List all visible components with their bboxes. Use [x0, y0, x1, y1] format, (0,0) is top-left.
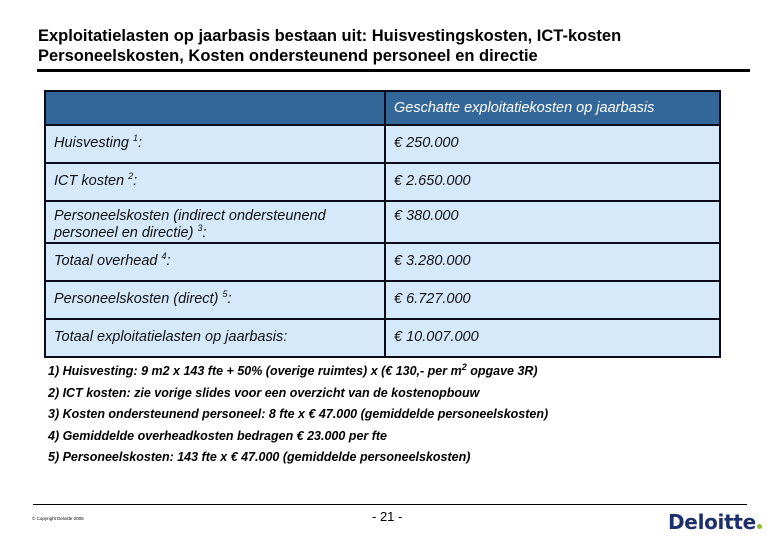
logo-dot-icon: [757, 524, 762, 529]
row-value: € 250.000: [385, 125, 720, 163]
footnote-ref: 4: [161, 251, 167, 262]
table-row: [45, 163, 720, 201]
footnote-ref: 3: [197, 223, 203, 234]
table-row: [45, 281, 720, 319]
table-header-row: [45, 91, 720, 125]
slide-title-line-1: Exploitatielasten op jaarbasis bestaan uit: Huisvestingskosten, ICT-kosten: [38, 27, 622, 45]
row-value: € 380.000: [385, 201, 720, 243]
cost-table: [44, 90, 721, 358]
footnote-3: 3) Kosten ondersteunend personeel: 8 fte x € 47.000 (gemiddelde personeelskosten): [48, 407, 549, 421]
row-value: € 2.650.000: [385, 163, 720, 201]
slide-title-line-2: Personeelskosten, Kosten ondersteunend personeel en directie: [38, 47, 538, 65]
header-label-cell: [45, 91, 385, 125]
row-value: € 3.280.000: [385, 243, 720, 281]
footnote-ref: 1: [132, 133, 138, 144]
footnote-1: 1) Huisvesting: 9 m2 x 143 fte + 50% (overige ruimtes) x (€ 130,- per $m^2$ opgave 3R): [48, 361, 538, 378]
footnote-ref: 5: [222, 289, 228, 300]
footer-divider: [33, 504, 747, 505]
row-value: € 6.727.000: [385, 281, 720, 319]
row-label: Totaal exploitatielasten op jaarbasis:: [45, 319, 385, 357]
footnote-4: 4) Gemiddelde overheadkosten bedragen € 23.000 per fte: [48, 428, 388, 443]
row-label: Personeelskosten (direct) $^5$:: [45, 281, 385, 319]
row-label: Totaal overhead $^4$:: [45, 243, 385, 281]
table-row: [45, 319, 720, 357]
row-label: Huisvesting $^1$:: [45, 125, 385, 163]
slide-title: [38, 26, 750, 66]
table-row: [45, 125, 720, 163]
header-value-cell: Geschatte exploitatiekosten op jaarbasis: [385, 91, 720, 125]
row-value: € 10.007.000: [385, 319, 720, 357]
page-number: - 21 -: [372, 509, 403, 524]
logo-text: Deloitte: [668, 510, 756, 534]
row-label: Personeelskosten (indirect ondersteunend personeel en directie) $^3$:: [45, 201, 385, 243]
title-underline: [37, 69, 750, 72]
table-row: [45, 243, 720, 281]
footnote-2: 2) ICT kosten: zie vorige slides voor een overzicht van de kostenopbouw: [48, 385, 480, 400]
footnotes: [48, 361, 668, 469]
footnote-ref: 2: [128, 171, 134, 182]
copyright-text: © Copyright Deloitte 2005: [32, 516, 84, 521]
footnote-5: 5) Personeelskosten: 143 fte x € 47.000 (gemiddelde personeelskosten): [48, 450, 471, 464]
deloitte-logo: [668, 510, 762, 534]
row-label: ICT kosten $^2$:: [45, 163, 385, 201]
table-row: [45, 201, 720, 243]
